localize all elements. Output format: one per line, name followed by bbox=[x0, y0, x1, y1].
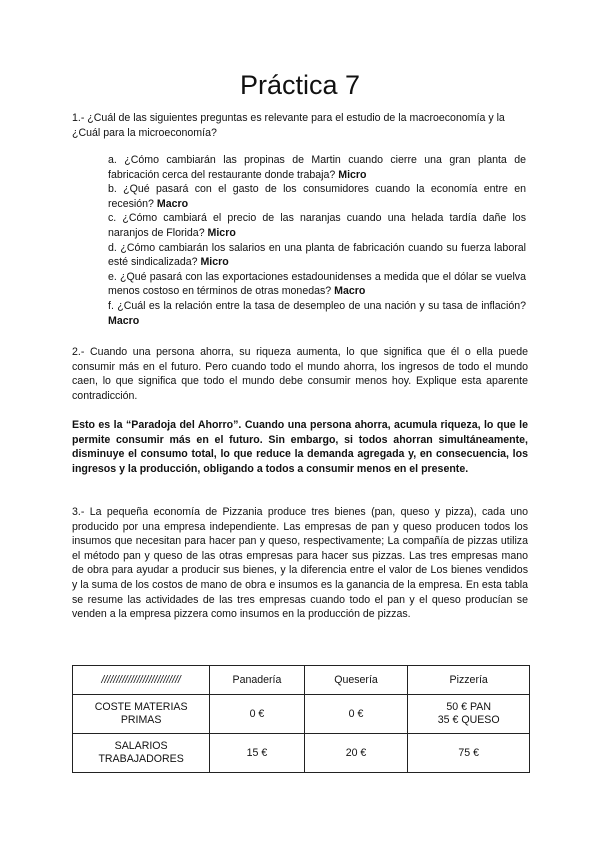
row-label bbox=[73, 734, 210, 773]
table-header-pizzeria: Pizzería bbox=[408, 666, 530, 695]
item-f-label: Macro bbox=[108, 314, 140, 327]
item-d-text: d. ¿Cómo cambiarán los salarios en una planta de fabricación cuando su fuerza laboral esté sindicalizada? bbox=[108, 241, 526, 269]
firms-table bbox=[72, 665, 530, 773]
question-1-item-f bbox=[108, 299, 526, 328]
question-1-items bbox=[108, 153, 526, 328]
cell-pizzeria-line2: 35 € QUESO bbox=[437, 714, 500, 726]
cell-pizzeria: 75 € bbox=[408, 734, 530, 773]
row-label-line2: TRABAJADORES bbox=[98, 753, 184, 765]
cell-pizzeria bbox=[408, 695, 530, 734]
question-1-item-c bbox=[108, 211, 526, 240]
item-f-text: f. ¿Cuál es la relación entre la tasa de desempleo de una nación y su tasa de inflación? bbox=[108, 299, 526, 312]
item-b-text: b. ¿Qué pasará con el gasto de los consumidores cuando la economía entre en recesión? bbox=[108, 183, 526, 210]
question-1-item-b bbox=[108, 182, 526, 211]
question-3-prompt: 3.- La pequeña economía de Pizzania produce tres bienes (pan, queso y pizza), cada uno producido por una empresa independiente. Las empresas de pan y queso producen todos los insumos que necesitan para hacer pan y queso, respectivamente; La compañía de pizzas utiliza el método pan y queso de las otras empresas para hacer sus pizzas. Las tres empresas mano de obra para ayudar a producir sus bienes, y la diferencia entre el valor de Los bienes vendidos y la suma de los costos de mano de obra e insumos es la ganancia de la empresa. En esta tabla se resume las actividades de las tres empresas cuando todo el pan y el queso producían se venden a la empresa pizzera como insumos en la producción de pizzas. bbox=[72, 506, 528, 621]
table-header-queseria: Quesería bbox=[304, 666, 408, 695]
item-e-text: e. ¿Qué pasará con las exportaciones estadounidenses a medida que el dólar se vuelva menos costoso en términos de otras monedas? bbox=[108, 270, 526, 298]
table-header-corner: /////////////////////////// bbox=[73, 666, 210, 695]
question-2-answer: Esto es la “Paradoja del Ahorro”. Cuando una persona ahorra, acumula riqueza, lo que le permite consumir más en el futuro. Sin embargo, si todos ahorran simultáneamente, disminuye el consumo total, lo que reduce la demanda agregada y, en consecuencia, los ingresos y la producción, obligando a todos a consumir menos en el presente. bbox=[72, 419, 528, 475]
row-label-line1: SALARIOS bbox=[114, 740, 168, 752]
cell-queseria: 20 € bbox=[304, 734, 408, 773]
table-row bbox=[73, 695, 530, 734]
cell-panaderia: 15 € bbox=[210, 734, 304, 773]
row-label bbox=[73, 695, 210, 734]
row-label-line2: PRIMAS bbox=[120, 714, 162, 726]
item-e-label: Macro bbox=[334, 285, 366, 298]
page-title: Práctica 7 bbox=[239, 70, 361, 100]
item-d-label: Micro bbox=[200, 256, 229, 269]
cell-panaderia: 0 € bbox=[210, 695, 304, 734]
question-1-item-d bbox=[108, 241, 526, 270]
cell-pizzeria-line1: 50 € PAN bbox=[446, 701, 491, 713]
table-row bbox=[73, 734, 530, 773]
question-2-prompt: 2.- Cuando una persona ahorra, su riqueza aumenta, lo que significa que él o ella puede consumir más en el futuro. Pero cuando todo el mundo ahorra, los ingresos de todo el mundo caen, lo que significa que todo el mundo debe consumir menos hoy. Explique esta aparente contradicción. bbox=[72, 346, 528, 402]
table-header-panaderia: Panadería bbox=[210, 666, 304, 695]
table-header-row bbox=[73, 666, 530, 695]
cell-queseria: 0 € bbox=[304, 695, 408, 734]
question-1-item-a bbox=[108, 153, 526, 182]
row-label-line1: COSTE MATERIAS bbox=[94, 701, 188, 713]
question-1-item-e bbox=[108, 270, 526, 299]
item-a-text: a. ¿Cómo cambiarán las propinas de Martin cuando cierre una gran planta de fabricación cerca del restaurante donde trabaja? bbox=[108, 154, 526, 181]
item-a-label: Micro bbox=[338, 168, 367, 181]
item-c-text: c. ¿Cómo cambiará el precio de las naranjas cuando una helada tardía dañe los naranjos de Florida? bbox=[108, 212, 526, 239]
item-c-label: Micro bbox=[207, 226, 236, 239]
item-b-label: Macro bbox=[156, 197, 189, 210]
question-1-prompt: 1.- ¿Cuál de las siguientes preguntas es relevante para el estudio de la macroeconomía y la ¿Cuál para la microeconomía? bbox=[72, 112, 505, 139]
